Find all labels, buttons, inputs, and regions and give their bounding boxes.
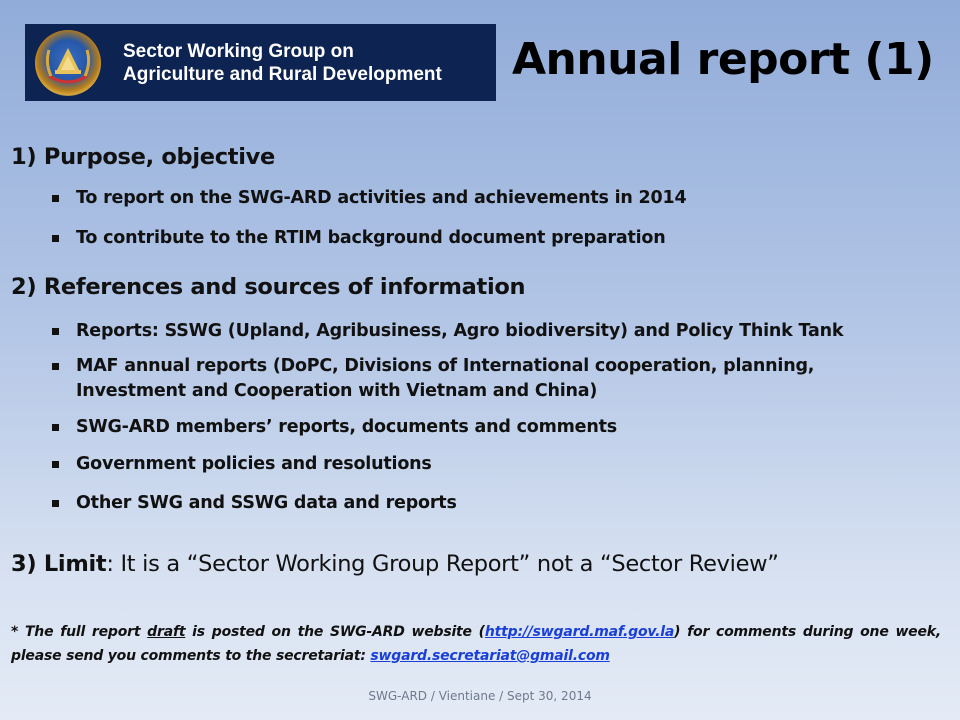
list-item: Other SWG and SSWG data and reports [0, 491, 946, 516]
bullet-square-icon [52, 235, 59, 242]
list-item: Government policies and resolutions [0, 452, 946, 477]
draft-word: draft [147, 624, 186, 640]
limit-label: 3) Limit [11, 551, 107, 577]
limit-statement [11, 551, 779, 577]
website-link[interactable]: http://swgard.maf.gov.la [484, 624, 675, 640]
bullet-square-icon [52, 328, 59, 335]
bullet-square-icon [52, 195, 59, 202]
list-item: Reports: SSWG (Upland, Agribusiness, Agro biodiversity) and Policy Think Tank [0, 319, 946, 344]
secretariat-email-link[interactable]: swgard.secretariat@gmail.com [370, 648, 610, 664]
page-title: Annual report (1) [512, 34, 934, 85]
banner-line-2: Agriculture and Rural Development [123, 63, 442, 85]
list-item: SWG-ARD members’ reports, documents and comments [0, 415, 946, 440]
section-heading-references: 2) References and sources of information [11, 274, 526, 300]
bullet-square-icon [52, 500, 59, 507]
bullet-square-icon [52, 424, 59, 431]
list-item: To report on the SWG-ARD activities and achievements in 2014 [0, 186, 946, 211]
slide-footer: SWG-ARD / Vientiane / Sept 30, 2014 [368, 689, 592, 703]
header-banner [25, 24, 496, 101]
purpose-list [0, 186, 946, 251]
footnote: * The full report draft is posted on the SWG-ARD website (http://swgard.maf.gov.la) for comments during one week, please send you comments to the secretariat: swgard.secretariat@gmail.com [11, 624, 942, 664]
bullet-square-icon [52, 461, 59, 468]
banner-title [123, 40, 442, 86]
banner-line-1: Sector Working Group on [123, 40, 354, 62]
section-heading-purpose: 1) Purpose, objective [11, 144, 275, 170]
bullet-square-icon [52, 363, 59, 370]
list-item: To contribute to the RTIM background document preparation [0, 226, 946, 251]
lao-emblem-logo [35, 30, 101, 96]
limit-text: : It is a “Sector Working Group Report” not a “Sector Review” [106, 551, 779, 577]
list-item: MAF annual reports (DoPC, Divisions of International cooperation, planning, Investment and Cooperation with Vietnam and China) [0, 354, 926, 404]
references-list [0, 319, 946, 516]
